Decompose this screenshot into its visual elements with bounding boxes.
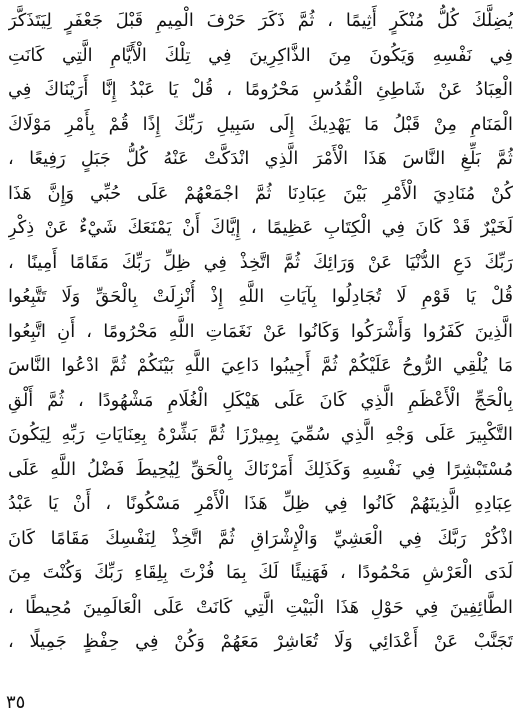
text-line: اذْكُرْ رَبَّكَ فِي الْعَشِيِّ وَالْإِشْرَاقِ ثُمَّ اتَّخِذْ لِنَفْسِكَ مَقَامًا كَانَ	[8, 527, 513, 549]
page-number: ٣٥	[6, 692, 26, 713]
text-line: تَجَنَّبْ عَنْ أَعْدَائِي وَلَا تُعَاشِرْ مَعَهُمْ وَكُنْ فِي حِفْظٍ جَمِيلًا ،	[8, 631, 513, 652]
text-line: لَخَيْرٌ قَدْ كَانَ فِي الْكِتَابِ عَظِيمًا ، إِيَّاكَ أَنْ يَمْنَعَكَ شَيْءٌ عَنْ ذِكْرِ	[8, 217, 513, 238]
text-line: قُلْ يَا قَوْمِ لَا تُجَادِلُوا بِآيَاتِ اللَّهِ إِذْ أُنْزِلَتْ بِالْحَقِّ وَلَا تَتَّبِعُوا	[8, 286, 513, 307]
text-line: الَّذِينَ كَفَرُوا وَأَشْرَكُوا وَكَانُوا عَنْ نَغَمَاتِ اللَّهِ مَحْرُومًا ، أَنِ اتَّبِعُوا	[8, 320, 513, 342]
text-line: التَّكْبِيرَ عَلَى وَجْهِ الَّذِي سُمِّيَ بِمِيرْزَا ثُمَّ بَشِّرْهُ بِعِنَايَاتِ رَبِّهِ لِيَكُونَ	[8, 424, 513, 445]
text-line: الْعِبَادُ عَنْ شَاطِئِ الْقُدُسِ مَحْرُومًا ، قُلْ يَا عَبْدُ إِنَّا أَرَيْنَاكَ فِي	[8, 79, 513, 100]
text-line: بِالْحَجِّ الْأَعْظَمِ الَّذِي كَانَ عَلَى هَيْكَلِ الْغُلَامِ مَشْهُودًا ، ثُمَّ أَلْقِ	[8, 389, 513, 411]
text-body	[8, 4, 513, 660]
text-line: يُضِلَّكَ كُلُّ مُنْكَرٍ أَثِيمًا ، ثُمَّ ذَكَرَ حَرْفَ الْمِيمِ قَبْلَ جَعْفَرٍ لِيَتَذَكَّرَ	[8, 10, 513, 31]
text-line: فِي نَفْسِهِ وَيَكُونَ مِنَ الذَّاكِرِينَ فِي تِلْكَ الْأَيَّامِ الَّتِي كَانَتِ	[8, 44, 513, 66]
text-line: مُسْتَبْشِرًا فِي نَفْسِهِ وَكَذَلِكَ أَمَرْنَاكَ بِالْحَقِّ لِيُحِيطَ فَضْلُ اللَّهِ عَلَى	[8, 458, 513, 480]
text-line: ثُمَّ بَلِّغِ النَّاسَ هَذَا الْأَمْرَ الَّذِي انْدَكَّتْ عَنْهُ كُلُّ جَبَلٍ رَفِيعًا ،	[8, 148, 513, 169]
text-line: الطَّائِفِينَ فِي حَوْلِ هَذَا الْبَيْتِ الَّتِي كَانَتْ عَلَى الْعَالَمِينَ مُحِيطًا ،	[8, 596, 513, 618]
text-line: الْمَنَامِ مِنْ قَبْلُ مَا يَهْدِيكَ إِلَى سَبِيلِ رَبِّكَ إِذًا قُمْ بِأَمْرِ مَوْلَاكَ	[8, 113, 513, 135]
text-line: عِبَادِهِ الَّذِينَهُمْ كَانُوا فِي ظِلِّ هَذَا الْأَمْرِ مَسْكُونًا ، أَنْ يَا عَبْدُ	[8, 493, 513, 514]
text-line: مَا يُلْقِي الرُّوحُ عَلَيْكُمْ ثُمَّ أَجِيبُوا دَاعِيَ اللَّهِ بَيْنَكُمْ ثُمَّ ادْعُوا النَّاسَ	[8, 355, 513, 376]
text-line: لَدَى الْعَرْشِ مَحْمُودًا ، فَهَنِيئًا لَكَ بِمَا فُزْتَ بِلِقَاءِ رَبِّكَ وَكُنْتَ مِنَ	[8, 562, 513, 583]
text-line: كُنْ مُنَادِيَ الْأَمْرِ بَيْنَ عِبَادِنَا ثُمَّ اجْمَعْهُمْ عَلَى حُبِّي وَإِنَّ هَذَا	[8, 182, 513, 204]
text-line: رَبِّكَ دَعِ الدُّنْيَا عَنْ وَرَائِكَ ثُمَّ اتَّخِذْ فِي ظِلِّ رَبِّكَ مَقَامًا أَمِينًا ،	[8, 251, 513, 273]
